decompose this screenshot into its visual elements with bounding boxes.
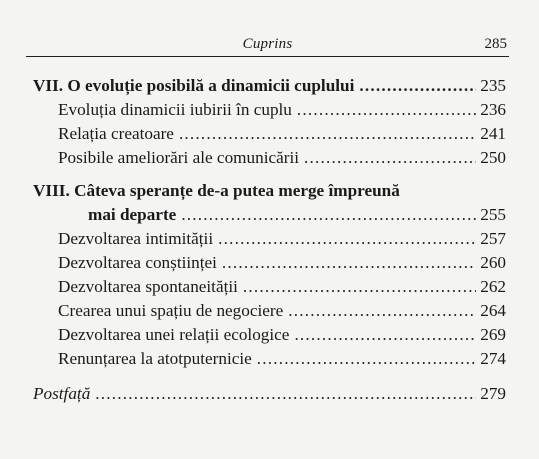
dot-leader: [218, 228, 476, 250]
toc-entry-page: 274: [480, 349, 506, 368]
toc-entry-page: 269: [480, 325, 506, 344]
toc-chapter-8-page: 255: [480, 205, 506, 224]
toc-chapter-7-page: 235: [480, 76, 506, 95]
toc-chapter-7-title: VII. O evoluție posibilă a dinamicii cuplului: [33, 76, 355, 95]
toc-entry-label: Crearea unui spațiu de negociere: [58, 301, 284, 320]
toc-entry-label: Posibile ameliorări ale comunicării: [58, 148, 300, 167]
toc-entry: [58, 123, 506, 145]
toc-entry-page: 262: [480, 277, 506, 296]
toc-chapter-8-title-line1: VIII. Câteva speranțe de-a putea merge împreună: [33, 181, 400, 200]
dot-leader: [257, 348, 476, 370]
toc-chapter-8: [88, 204, 506, 226]
toc-entry: [58, 252, 506, 274]
toc-entry-page: 236: [480, 100, 506, 119]
dot-leader: [243, 276, 476, 298]
dot-leader: [181, 204, 476, 226]
toc-entry-label: Evoluția dinamicii iubirii în cuplu: [58, 100, 292, 119]
toc-entry-label: Renunțarea la atotputernicie: [58, 349, 252, 368]
toc-entry-label: Dezvoltarea conștiinței: [58, 253, 217, 272]
toc-entry: [58, 276, 506, 298]
toc-entry: [58, 300, 506, 322]
toc-postface-page: 279: [480, 384, 506, 403]
toc-entry-page: 260: [480, 253, 506, 272]
toc-entry: [58, 348, 506, 370]
toc-entry-label: Dezvoltarea unei relații ecologice: [58, 325, 290, 344]
dot-leader: [304, 147, 476, 169]
dot-leader: [95, 383, 476, 405]
toc-entry-page: 241: [480, 124, 506, 143]
toc-entry: [58, 99, 506, 121]
toc-entry-page: 257: [480, 229, 506, 248]
toc-entry-label: Dezvoltarea intimității: [58, 229, 214, 248]
toc-entry: [58, 147, 506, 169]
header-title: Cuprins: [242, 36, 293, 52]
toc-chapter-8-title-line2: mai departe: [88, 205, 177, 224]
dot-leader: [294, 324, 476, 346]
toc-entry-page: 250: [480, 148, 506, 167]
dot-leader: [179, 123, 476, 145]
toc-entry-label: Dezvoltarea spontaneității: [58, 277, 238, 296]
running-header: [26, 30, 509, 57]
toc-postface: [33, 383, 506, 405]
toc-entry-page: 264: [480, 301, 506, 320]
toc-entry: [58, 324, 506, 346]
dot-leader: [222, 252, 476, 274]
toc-postface-label: Postfață: [33, 384, 91, 403]
dot-leader: [359, 75, 476, 97]
header-page-number: 285: [484, 36, 507, 52]
dot-leader: [288, 300, 476, 322]
toc-chapter-7: [33, 75, 506, 97]
toc-entry-label: Relația creatoare: [58, 124, 174, 143]
toc-entry: [58, 228, 506, 250]
dot-leader: [297, 99, 476, 121]
